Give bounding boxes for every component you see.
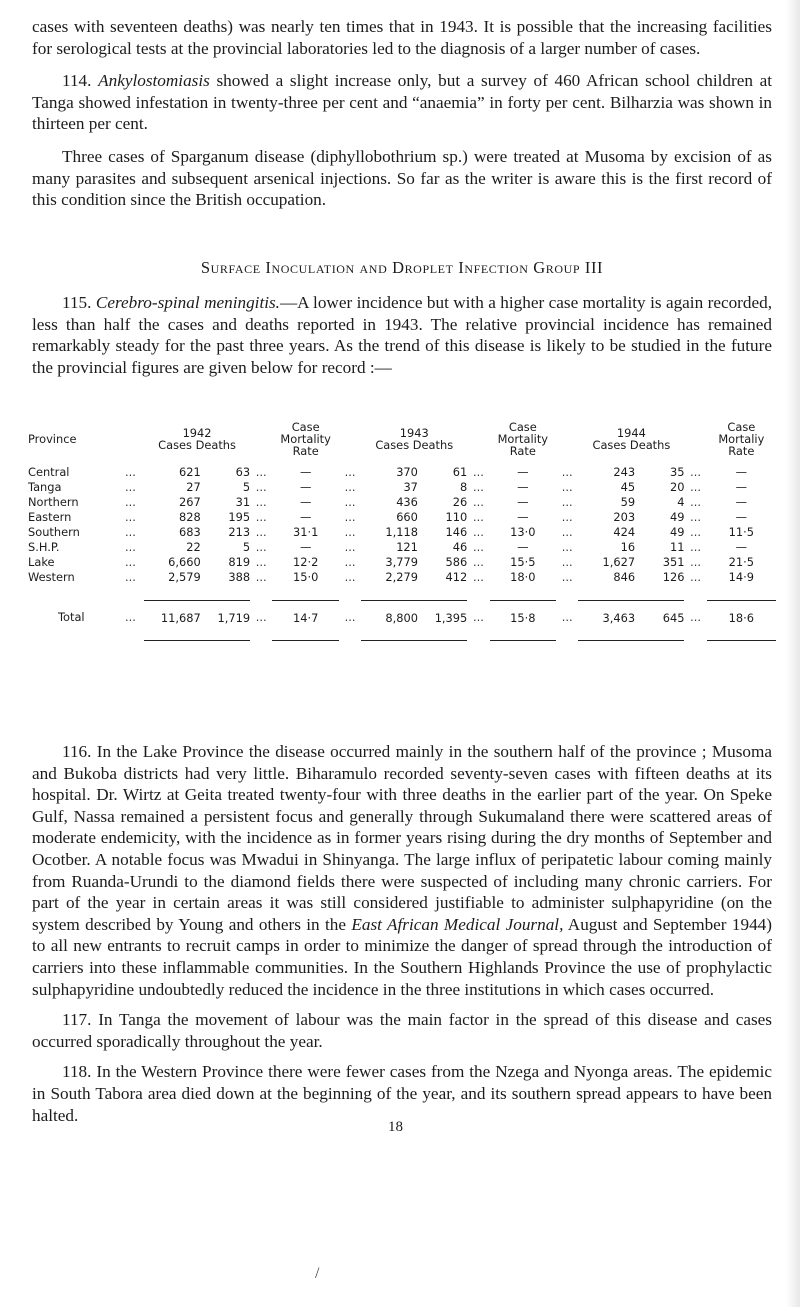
- cell-c44: 243: [613, 465, 636, 479]
- meningitis-table: [28, 421, 776, 641]
- cell-d43: 26: [452, 495, 468, 509]
- paragraph-continuation: cases with seventeen deaths) was nearly ten times that in 1943. It is possible that the increasing facilities for serological tests at the provincial laboratories led to the diagnosis of a larger number of cases.: [32, 17, 772, 58]
- cell-d42: 5: [242, 480, 251, 494]
- margin-mark: /: [315, 1265, 320, 1282]
- cell-c43: 3,779: [385, 555, 418, 569]
- cell-d43: 46: [452, 540, 468, 554]
- cell-d44: 126: [662, 570, 685, 584]
- header-cmr-1942: Case Mortality Rate: [280, 420, 331, 458]
- cell-c42: 621: [179, 465, 201, 479]
- page-edge-shadow: [786, 0, 800, 1307]
- table-row: Eastern ... 828 195 ... — ... 660 110 ... — ... 203 49 ... —: [28, 510, 776, 525]
- header-cmr-1943: Case Mortality Rate: [497, 420, 549, 458]
- cell-d43: 8: [460, 480, 468, 494]
- header-1944: 1944 Cases Deaths: [592, 426, 671, 452]
- cell-d42: 63: [235, 465, 251, 479]
- cell-r43: 18·0: [510, 570, 536, 584]
- page-number: 18: [388, 1119, 403, 1135]
- cell-r43: —: [517, 510, 529, 524]
- table-total-row: Total ... 11,687 1,719 ... 14·7 ... 8,800 1,395 ... 15·8 ... 3,463 645 ... 18·6: [28, 600, 776, 626]
- cell-r44: 14·9: [728, 570, 755, 584]
- cell-r42: 31·1: [292, 525, 319, 539]
- cell-r43: 15·5: [510, 555, 536, 569]
- province-name: Central: [28, 465, 70, 479]
- province-name: Eastern: [28, 510, 72, 524]
- total-label: Total: [58, 610, 85, 625]
- cell-d44: 49: [669, 510, 685, 524]
- cell-r44: —: [735, 495, 748, 509]
- cell-r44: 11·5: [728, 525, 755, 539]
- cell-c42: 2,579: [168, 570, 201, 584]
- cell-c43: 121: [396, 540, 418, 554]
- paragraph-115: 115. Cerebro-spinal meningitis.—A lower incidence but with a higher case mortality is again recorded, less than half the cases and deaths reported in 1943. The relative provincial incidence has remained remarkably steady for the past three years. As the trend of this disease is likely to be studied in the future the provincial figures are given below for record :—: [32, 293, 773, 377]
- cell-c44: 203: [613, 510, 636, 524]
- meningitis-title: Cerebro-spinal meningitis.: [95, 293, 280, 312]
- paragraph-sparganum: Three cases of Sparganum disease (diphyllobothrium sp.) were treated at Musoma by excision of as many parasites and subsequent arsenical injections. So far as the writer is aware this is the first record of this condition since the British occupation.: [32, 146, 772, 210]
- cell-d44: 49: [669, 525, 685, 539]
- header-1942: 1942 Cases Deaths: [158, 426, 236, 452]
- cell-c42: 22: [186, 540, 201, 554]
- cell-d43: 586: [445, 555, 468, 569]
- header-1943: 1943 Cases Deaths: [375, 426, 454, 452]
- cell-c43: 1,118: [385, 525, 418, 539]
- table-header-row: [28, 421, 776, 465]
- cell-c44: 16: [620, 540, 636, 554]
- cell-c42: 6,660: [168, 555, 201, 569]
- cell-c44: 45: [620, 480, 636, 494]
- cell-r42: —: [299, 495, 312, 509]
- section-heading: Surface Inoculation and Droplet Infection Group III: [200, 258, 604, 277]
- cell-c43: 2,279: [385, 570, 418, 584]
- cell-d43: 110: [445, 510, 468, 524]
- paragraph-118: 118. In the Western Province there were fewer cases from the Nzega and Nyonga areas. The epidemic in South Tabora area died down at the beginning of the year, and its southern spread appears to have been halted.: [32, 1062, 772, 1125]
- cell-c43: 660: [396, 510, 418, 524]
- paragraph-114: 114. Ankylostomiasis showed a slight increase only, but a survey of 460 African school children at Tanga showed infestation in twenty-three per cent and “anaemia” in forty per cent. Bilharzia was shown in thirteen per cent.: [32, 71, 772, 134]
- cell-c44: 846: [613, 570, 636, 584]
- cell-r42: —: [299, 510, 312, 524]
- ankylostomiasis-title: Ankylostomiasis: [98, 71, 210, 91]
- cell-d42: 195: [228, 510, 251, 524]
- cell-r44: —: [735, 480, 748, 494]
- province-name: Northern: [28, 495, 79, 509]
- cell-d43: 412: [445, 570, 468, 584]
- cell-r44: —: [735, 510, 748, 524]
- cell-d44: 35: [669, 465, 685, 479]
- cell-r44: —: [735, 465, 748, 479]
- cell-d42: 819: [228, 555, 251, 569]
- text-block-115: [32, 292, 772, 378]
- cell-r42: —: [299, 465, 312, 479]
- table-row: Central ... 621 63 ... — ... 370 61 ... — ... 243 35 ... —: [28, 465, 776, 480]
- header-cmr-1944: Case Mortaliy Rate: [718, 420, 765, 458]
- province-name: Lake: [28, 555, 55, 569]
- province-name: S.H.P.: [28, 540, 60, 554]
- cell-r43: 13·0: [510, 525, 536, 539]
- cell-d42: 5: [242, 540, 251, 554]
- cell-r43: —: [517, 495, 529, 509]
- cell-r42: 12·2: [292, 555, 319, 569]
- cell-r43: —: [517, 480, 529, 494]
- journal-title: East African Medical Journal,: [351, 914, 564, 934]
- cell-c43: 436: [396, 495, 418, 509]
- header-province: Province: [28, 432, 77, 446]
- cell-c44: 1,627: [602, 555, 636, 569]
- cell-d44: 11: [669, 540, 685, 554]
- cell-d42: 31: [235, 495, 251, 509]
- cell-r42: —: [299, 480, 312, 494]
- cell-r42: 15·0: [292, 570, 319, 584]
- table-row: Northern ... 267 31 ... — ... 436 26 ... — ... 59 4 ... —: [28, 495, 776, 510]
- cell-d43: 146: [445, 525, 468, 539]
- cell-r44: 21·5: [728, 555, 755, 569]
- paragraph-117: 117. In Tanga the movement of labour was the main factor in the spread of this disease and cases occurred sporadically throughout the year.: [32, 1010, 772, 1051]
- province-name: Tanga: [28, 480, 62, 494]
- cell-d44: 20: [669, 480, 685, 494]
- text-block-top: [32, 16, 772, 211]
- cell-d42: 388: [228, 570, 251, 584]
- table-row: Southern ... 683 213 ... 31·1 ... 1,118 146 ... 13·0 ... 424 49 ... 11·5: [28, 525, 776, 540]
- table-row: S.H.P. ... 22 5 ... — ... 121 46 ... — ... 16 11 ... —: [28, 540, 776, 555]
- paragraph-116: 116. In the Lake Province the disease occurred mainly in the southern half of the province ; Musoma and Bukoba districts had very little. Biharamulo recorded seventy-seven cases with fifteen deaths at its hospital. Dr. Wirtz at Geita treated twenty-four with three deaths in the earlier part of the year. On Speke Gulf, Nassa remained a persistent focus and generally through Sukumaland there were scattered areas of moderate endemicity, with the incidence as in former years rising during the dry months of September and Ocotber. A notable focus was Mwadui in Shinyanga. The large influx of peripatetic labour coming mainly from Ruanda-Urundi to the diamond fields there were suspected of including many chronic carriers. For part of the year in certain areas it was still considered justifiable to administer sulphapyridine (on the system described by Young and others in the East African Medical Journal, August and September 1944) to all new entrants to recruit camps in order to minimize the danger of spread through the introduction of carriers into these inflammable communities. In the Southern Highlands Province the use of prophylactic sulphapyridine undoubtedly reduced the incidence in the three institutions in which cases occurred.: [32, 742, 772, 999]
- cell-r43: —: [517, 540, 529, 554]
- cell-d44: 351: [662, 555, 685, 569]
- cell-c44: 424: [613, 525, 636, 539]
- province-name: Western: [28, 570, 75, 584]
- cell-c44: 59: [620, 495, 636, 509]
- cell-c43: 37: [403, 480, 418, 494]
- cell-c42: 828: [179, 510, 201, 524]
- province-name: Southern: [28, 525, 80, 539]
- cell-d42: 213: [228, 525, 251, 539]
- cell-r43: —: [517, 465, 529, 479]
- text-block-bottom: [32, 741, 772, 1126]
- cell-c42: 27: [186, 480, 201, 494]
- table-row: Tanga ... 27 5 ... — ... 37 8 ... — ... 45 20 ... —: [28, 480, 776, 495]
- cell-d44: 4: [677, 495, 685, 509]
- cell-r42: —: [299, 540, 312, 554]
- table-row: Lake ... 6,660 819 ... 12·2 ... 3,779 586 ... 15·5 ... 1,627 351 ... 21·5: [28, 555, 776, 570]
- cell-d43: 61: [452, 465, 468, 479]
- cell-c42: 683: [179, 525, 201, 539]
- cell-c42: 267: [179, 495, 201, 509]
- table-row: Western ... 2,579 388 ... 15·0 ... 2,279 412 ... 18·0 ... 846 126 ... 14·9: [28, 570, 776, 585]
- cell-r44: —: [735, 540, 748, 554]
- cell-c43: 370: [396, 465, 418, 479]
